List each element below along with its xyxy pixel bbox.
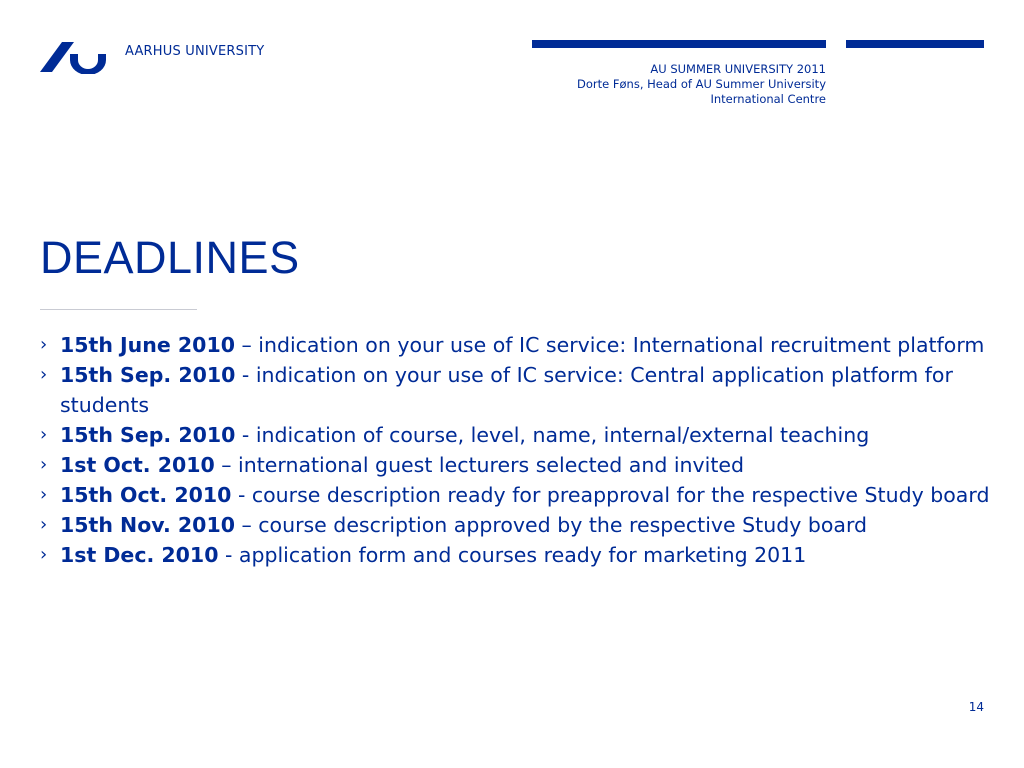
list-item [40, 420, 990, 450]
bullet-chevron-icon: › [40, 454, 48, 475]
deadline-text: – indication on your use of IC service: International recruitment platform [234, 333, 985, 357]
header-bar-right [846, 40, 984, 48]
bullet-chevron-icon: › [40, 544, 48, 565]
deadline-text: – course description approved by the respective Study board [234, 513, 868, 537]
deadline-list [40, 330, 990, 570]
bullet-chevron-icon: › [40, 514, 48, 535]
list-item [40, 330, 990, 360]
university-name: AARHUS UNIVERSITY [125, 44, 265, 59]
header-info-line: AU SUMMER UNIVERSITY 2011 [650, 62, 826, 76]
page-number: 14 [968, 700, 984, 714]
deadline-text: - application form and courses ready for marketing 2011 [218, 543, 807, 567]
list-item [40, 450, 990, 480]
title-divider [40, 309, 197, 310]
deadline-date: 15th June 2010 [60, 333, 235, 357]
deadline-date: 15th Oct. 2010 [60, 483, 232, 507]
deadline-text: – international guest lecturers selected and invited [214, 453, 745, 477]
list-item [40, 480, 990, 510]
deadline-date: 15th Nov. 2010 [60, 513, 235, 537]
list-item [40, 510, 990, 540]
bullet-chevron-icon: › [40, 364, 48, 385]
header-info [577, 62, 826, 107]
deadline-date: 1st Oct. 2010 [60, 453, 215, 477]
header-info-line: International Centre [710, 92, 826, 106]
header-info-line: Dorte Føns, Head of AU Summer University [577, 77, 826, 91]
deadline-text: - indication of course, level, name, internal/external teaching [235, 423, 870, 447]
aarhus-university-logo-icon [40, 40, 108, 74]
bullet-chevron-icon: › [40, 424, 48, 445]
deadline-date: 1st Dec. 2010 [60, 543, 219, 567]
deadline-date: 15th Sep. 2010 [60, 363, 236, 387]
bullet-chevron-icon: › [40, 484, 48, 505]
deadline-date: 15th Sep. 2010 [60, 423, 236, 447]
deadline-text: - indication on your use of IC service: Central application platform for students [60, 363, 953, 417]
deadline-text: - course description ready for preapproval for the respective Study board [231, 483, 990, 507]
list-item [40, 360, 990, 420]
header-bar-left [532, 40, 826, 48]
list-item [40, 540, 990, 570]
bullet-chevron-icon: › [40, 334, 48, 355]
slide-title: DEADLINES [40, 232, 300, 283]
